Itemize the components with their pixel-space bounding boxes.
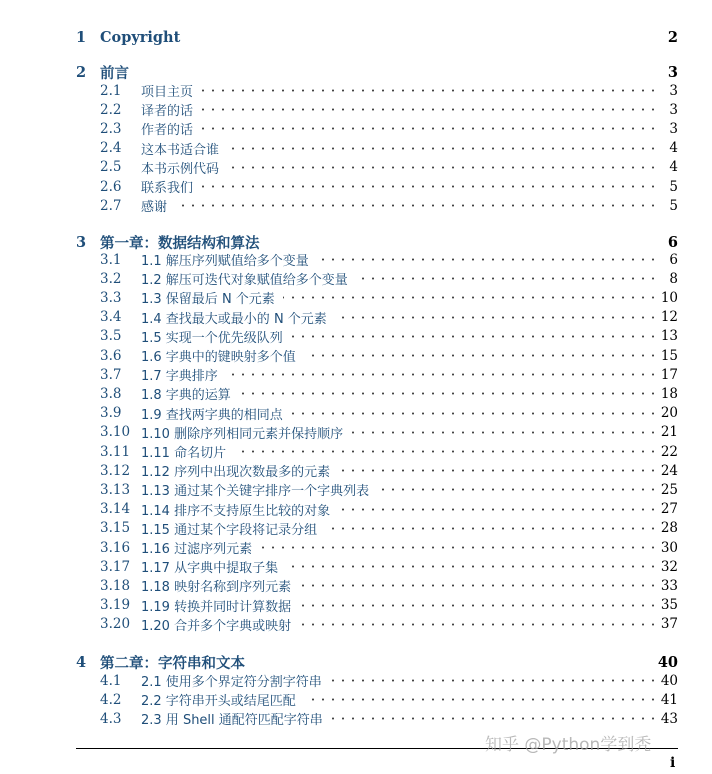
dot-leader: [283, 288, 658, 307]
entry-number: 3.6: [100, 347, 122, 364]
dot-leader: [299, 576, 658, 595]
toc-entry[interactable]: [100, 269, 678, 288]
entry-number: 3.7: [100, 366, 122, 383]
dot-leader: [338, 461, 658, 480]
entry-page: 15: [660, 347, 678, 364]
dot-leader: [201, 81, 658, 100]
entry-number: 3.12: [100, 462, 131, 479]
entry-number: 3.5: [100, 328, 122, 345]
entry-title[interactable]: 作者的话: [141, 123, 194, 139]
entry-number: 2.5: [100, 159, 122, 176]
dot-leader: [304, 346, 658, 365]
chapter-title[interactable]: 第一章：数据结构和算法: [100, 234, 260, 252]
entry-title[interactable]: 1.10 删除序列相同元素并保持顺序: [141, 426, 344, 442]
chapter-page: 40: [657, 653, 678, 671]
entry-page: 5: [669, 197, 678, 214]
toc-entry[interactable]: [100, 423, 678, 442]
entry-page: 28: [660, 520, 678, 537]
toc-entry[interactable]: [100, 615, 678, 634]
entry-page: 37: [660, 616, 678, 633]
toc-entry[interactable]: [100, 119, 678, 138]
dot-leader: [356, 269, 658, 288]
dot-leader: [175, 196, 658, 215]
entry-number: 3.19: [100, 597, 131, 614]
entry-title[interactable]: 1.11 命名切片: [141, 446, 227, 461]
entry-number: 3.9: [100, 405, 122, 422]
entry-title[interactable]: 本书示例代码: [141, 161, 220, 177]
entry-page: 41: [660, 691, 678, 708]
dot-leader: [331, 709, 658, 728]
dot-leader: [330, 671, 658, 690]
entry-number: 3.14: [100, 501, 131, 518]
entry-page: 22: [660, 443, 678, 460]
toc-entry[interactable]: [100, 576, 678, 595]
entry-title[interactable]: 这本书适合谁: [141, 142, 220, 158]
chapter-page: 2: [667, 28, 678, 46]
dot-leader: [317, 250, 658, 269]
entry-page: 20: [660, 405, 678, 422]
entry-number: 2.3: [100, 120, 122, 137]
dot-leader: [201, 100, 658, 119]
entry-number: 2.7: [100, 197, 122, 214]
entry-title[interactable]: 1.12 序列中出现次数最多的元素: [141, 465, 331, 481]
dot-leader: [291, 404, 658, 423]
entry-page: 43: [660, 710, 678, 727]
entry-page: 35: [660, 597, 678, 614]
entry-number: 4.2: [100, 691, 122, 708]
entry-number: 3.18: [100, 577, 131, 594]
dot-leader: [201, 177, 658, 196]
dot-leader: [299, 615, 658, 634]
toc-entry[interactable]: [100, 538, 678, 557]
toc-entry[interactable]: [100, 442, 678, 461]
entry-title[interactable]: 1.7 字典排序: [141, 369, 218, 385]
entry-number: 3.10: [100, 424, 131, 441]
toc-entry[interactable]: [100, 404, 678, 423]
entry-number: 2.6: [100, 178, 122, 195]
toc-entry[interactable]: [100, 480, 678, 499]
dot-leader: [226, 365, 658, 384]
entry-page: 12: [660, 309, 678, 326]
entry-page: 3: [669, 120, 678, 137]
chapter-title[interactable]: 前言: [100, 64, 129, 82]
toc-chapter[interactable]: [76, 232, 678, 252]
entry-title[interactable]: 1.9 查找两字典的相同点: [141, 407, 283, 423]
dot-leader: [239, 384, 658, 403]
entry-page: 6: [669, 251, 678, 268]
entry-page: 40: [660, 672, 678, 689]
toc-entry[interactable]: [100, 177, 678, 196]
entry-title[interactable]: 2.2 字符串开头或结尾匹配: [141, 694, 296, 710]
dot-leader: [338, 500, 658, 519]
chapter-number: 2: [76, 63, 87, 81]
entry-title[interactable]: 1.15 通过某个字段将记录分组: [141, 522, 318, 538]
entry-title[interactable]: 1.19 转换并同时计算数据: [141, 599, 292, 615]
toc-entry[interactable]: [100, 81, 678, 100]
entry-title[interactable]: 1.13 通过某个关键字排序一个字典列表: [141, 484, 370, 500]
entry-title[interactable]: 1.4 查找最大或最小的 N 个元素: [141, 311, 327, 327]
toc-entry[interactable]: [100, 671, 678, 690]
watermark: 知乎 @Python学到秃: [485, 735, 652, 755]
entry-number: 3.2: [100, 270, 122, 287]
entry-title[interactable]: 1.5 实现一个优先级队列: [141, 330, 283, 346]
entry-title[interactable]: 1.14 排序不支持原生比较的对象: [141, 503, 331, 519]
entry-page: 21: [660, 424, 678, 441]
entry-number: 3.13: [100, 481, 131, 498]
entry-page: 8: [669, 270, 678, 287]
dot-leader: [351, 423, 658, 442]
entry-page: 4: [669, 159, 678, 176]
entry-page: 30: [660, 539, 678, 556]
chapter-title[interactable]: 第二章：字符串和文本: [100, 654, 245, 672]
entry-page: 3: [669, 82, 678, 99]
entry-number: 3.16: [100, 539, 131, 556]
toc-entry[interactable]: [100, 690, 678, 709]
entry-page: 32: [660, 558, 678, 575]
dot-leader: [227, 158, 658, 177]
entry-page: 10: [660, 289, 678, 306]
entry-page: 5: [669, 178, 678, 195]
toc-entry[interactable]: [100, 365, 678, 384]
entry-page: 24: [660, 462, 678, 479]
chapter-number: 1: [76, 28, 87, 46]
entry-number: 3.1: [100, 251, 122, 268]
toc-entry[interactable]: [100, 196, 678, 215]
toc-chapter[interactable]: [76, 62, 678, 82]
toc-entry[interactable]: [100, 346, 678, 365]
dot-leader: [201, 119, 658, 138]
toc-entry[interactable]: [100, 596, 678, 615]
toc-entry[interactable]: [100, 327, 678, 346]
dot-leader: [325, 519, 658, 538]
dot-leader: [286, 557, 658, 576]
dot-leader: [299, 596, 658, 615]
toc-entry[interactable]: [100, 519, 678, 538]
entry-number: 3.8: [100, 385, 122, 402]
entry-number: 3.15: [100, 520, 131, 537]
dot-leader: [227, 139, 658, 158]
entry-title[interactable]: 1.17 从字典中提取子集: [141, 561, 279, 577]
toc-entry[interactable]: [100, 139, 678, 158]
entry-number: 2.2: [100, 101, 122, 118]
entry-number: 4.1: [100, 672, 122, 689]
entry-number: 3.20: [100, 616, 131, 633]
toc-entry[interactable]: [100, 158, 678, 177]
entry-page: 27: [660, 501, 678, 518]
entry-number: 3.3: [100, 289, 122, 306]
toc-entry[interactable]: [100, 709, 678, 728]
entry-title[interactable]: 1.2 解压可迭代对象赋值给多个变量: [141, 273, 348, 289]
entry-number: 3.4: [100, 309, 122, 326]
entry-number: 2.4: [100, 140, 122, 157]
entry-page: 3: [669, 101, 678, 118]
dot-leader: [260, 538, 658, 557]
entry-page: 25: [660, 481, 678, 498]
entry-title[interactable]: 1.6 字典中的键映射多个值: [141, 350, 296, 365]
entry-title[interactable]: 项目主页: [141, 85, 194, 100]
entry-title[interactable]: 1.16 过滤序列元素: [141, 542, 253, 557]
entry-title[interactable]: 1.8 字典的运算: [141, 388, 231, 404]
toc-chapter[interactable]: [76, 652, 678, 672]
page-number: i: [670, 755, 676, 771]
entry-page: 17: [660, 366, 678, 383]
entry-page: 18: [660, 385, 678, 402]
toc-entry[interactable]: [100, 461, 678, 480]
toc-entry[interactable]: [100, 557, 678, 576]
entry-title[interactable]: 感谢: [141, 200, 168, 216]
entry-number: 2.1: [100, 82, 122, 99]
dot-leader: [377, 480, 658, 499]
toc-entry[interactable]: [100, 500, 678, 519]
entry-title[interactable]: 1.1 解压序列赋值给多个变量: [141, 254, 309, 269]
dot-leader: [234, 442, 658, 461]
entry-title[interactable]: 联系我们: [141, 181, 194, 196]
dot-leader: [304, 690, 658, 709]
chapter-page: 6: [667, 233, 678, 251]
entry-title[interactable]: 2.1 使用多个界定符分割字符串: [141, 675, 322, 690]
toc-entry[interactable]: [100, 308, 678, 327]
entry-number: 4.3: [100, 710, 122, 727]
dot-leader: [291, 327, 658, 346]
entry-title[interactable]: 1.3 保留最后 N 个元素: [141, 292, 275, 308]
chapter-page: 3: [667, 63, 678, 81]
chapter-number: 4: [76, 653, 87, 671]
entry-page: 13: [660, 328, 678, 345]
toc-entry[interactable]: [100, 100, 678, 119]
entry-number: 3.17: [100, 558, 131, 575]
chapter-title[interactable]: Copyright: [100, 28, 181, 46]
entry-page: 4: [669, 140, 678, 157]
entry-title[interactable]: 1.20 合并多个字典或映射: [141, 618, 292, 634]
toc-chapter[interactable]: [76, 27, 678, 47]
entry-title[interactable]: 译者的话: [141, 104, 194, 120]
chapter-number: 3: [76, 233, 87, 251]
entry-title[interactable]: 1.18 映射名称到序列元素: [141, 580, 292, 596]
entry-title[interactable]: 2.3 用 Shell 通配符匹配字符串: [141, 713, 323, 729]
toc-entry[interactable]: [100, 384, 678, 403]
entry-number: 3.11: [100, 443, 131, 460]
dot-leader: [335, 308, 658, 327]
toc-entry[interactable]: [100, 288, 678, 307]
entry-page: 33: [660, 577, 678, 594]
toc-entry[interactable]: [100, 250, 678, 269]
